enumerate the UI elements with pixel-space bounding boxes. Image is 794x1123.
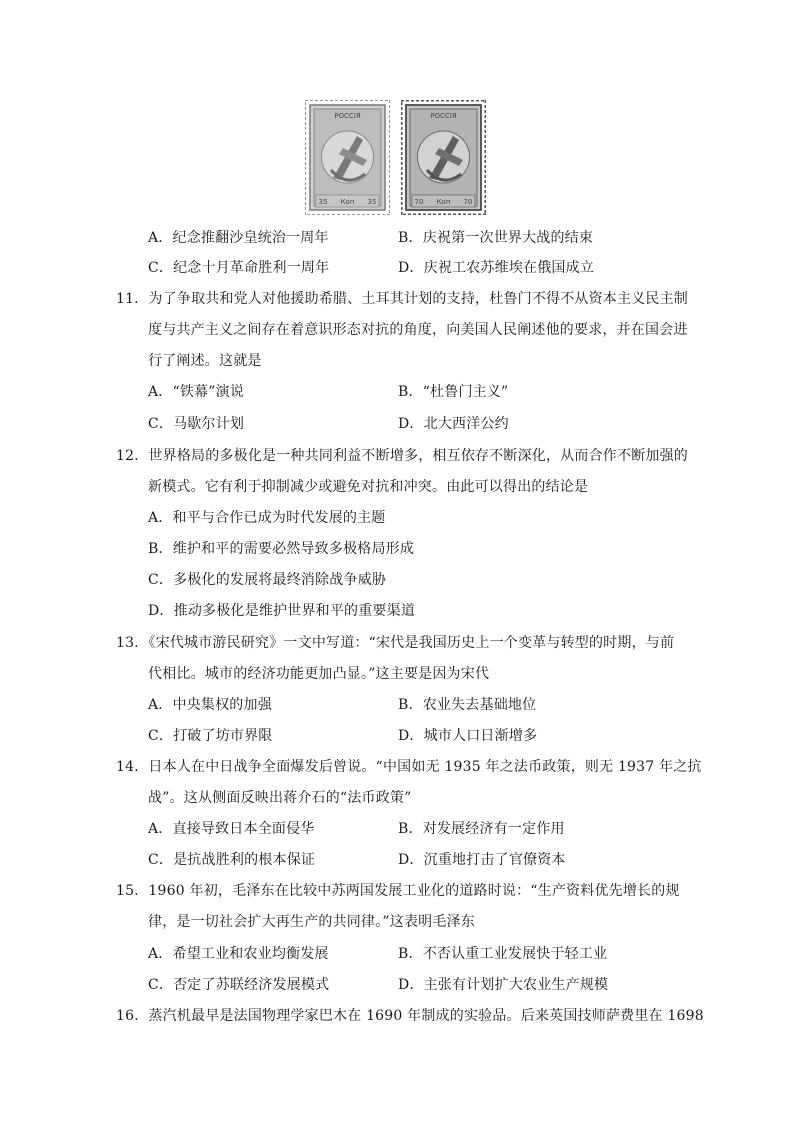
stamp-image-70: [401, 100, 486, 215]
q13-option-b: B．农业失去基础地位: [398, 697, 537, 713]
stamp-35-currency: Коп: [340, 198, 355, 206]
q12-stem-line-1: 12．世界格局的多极化是一种共同利益不断增多，相互依存不断深化，从而合作不断加强的: [116, 448, 689, 464]
q11-option-a: A．“铁幕”演说: [148, 384, 245, 400]
q11-stem-line-1: 11．为了争取共和党人对他援助希腊、土耳其计划的支持，杜鲁门不得不从资本主义民主制: [116, 291, 689, 307]
stamp-image-35: [305, 100, 390, 215]
q15-stem-line-2: 律，是一切社会扩大再生产的共同律。”这表明毛泽东: [148, 914, 475, 930]
q14-stem-line-2: 战”。这从侧面反映出蒋介石的“法币政策”: [148, 790, 412, 806]
q14-option-c: C．是抗战胜利的根本保证: [148, 852, 316, 868]
q15-stem-line-1: 15．1960 年初，毛泽东在比较中苏两国发展工业化的道路时说：“生产资料优先增长的规: [116, 883, 680, 899]
q12-option-a: A．和平与合作已成为时代发展的主题: [148, 510, 386, 526]
stamp-70-value-right: 70: [463, 198, 473, 206]
q13-option-d: D．城市人口日渐增多: [398, 728, 538, 744]
q11-option-b: B．“杜鲁门主义”: [398, 384, 509, 400]
q11-option-d: D．北大西洋公约: [398, 416, 509, 432]
q12-option-b: B．维护和平的需要必然导致多极格局形成: [148, 541, 415, 557]
q15-option-a: A．希望工业和农业均衡发展: [148, 946, 329, 962]
q13-stem-line-1: 13．《宋代城市游民研究》一文中写道：“宋代是我国历史上一个变革与转型的时期，与前: [116, 635, 675, 651]
q11-stem-line-3: 行了阐述。这就是: [148, 353, 262, 369]
q15-option-c: C．否定了苏联经济发展模式: [148, 977, 330, 993]
q13-option-a: A．中央集权的加强: [148, 697, 272, 713]
q14-stem-line-1: 14．日本人在中日战争全面爆发后曾说。“中国如无 1935 年之法币政策，则无 1937 年之抗: [116, 759, 702, 775]
q12-option-d: D．推动多极化是维护世界和平的重要渠道: [148, 603, 416, 619]
q10-option-c: C．纪念十月革命胜利一周年: [148, 260, 330, 276]
q11-option-c: C．马歇尔计划: [148, 416, 245, 432]
stamp-70-top-text: РОССIЯ: [430, 112, 457, 120]
q12-stem-line-2: 新模式。它有利于抑制减少或避免对抗和冲突。由此可以得出的结论是: [148, 479, 589, 495]
q15-option-d: D．主张有计划扩大农业生产规模: [398, 977, 609, 993]
q16-stem-line-1: 16．蒸汽机最早是法国物理学家巴木在 1690 年制成的实验品。后来英国技师萨费里在 1698: [116, 1008, 704, 1024]
stamp-70-value-left: 70: [414, 198, 424, 206]
stamp-35-top-text: РОССIЯ: [334, 112, 361, 120]
q10-option-a: A．纪念推翻沙皇统治一周年: [148, 230, 329, 246]
q14-option-a: A．直接导致日本全面侵华: [148, 821, 315, 837]
q10-option-d: D．庆祝工农苏维埃在俄国成立: [398, 260, 595, 276]
stamp-35-value-left: 35: [318, 198, 328, 206]
q13-stem-line-2: 代相比。城市的经济功能更加凸显。”这主要是因为宋代: [148, 666, 490, 682]
q14-option-b: B．对发展经济有一定作用: [398, 821, 565, 837]
q13-option-c: C．打破了坊市界限: [148, 728, 273, 744]
q11-stem-line-2: 度与共产主义之间存在着意识形态对抗的角度，向美国人民阐述他的要求，并在国会进: [148, 322, 688, 338]
q14-option-d: D．沉重地打击了官僚资本: [398, 852, 566, 868]
q10-option-b: B．庆祝第一次世界大战的结束: [398, 230, 594, 246]
stamp-70-graphic: [401, 100, 486, 215]
stamp-35-graphic: [305, 100, 390, 215]
q12-option-c: C．多极化的发展将最终消除战争威胁: [148, 572, 387, 588]
stamp-70-currency: Коп: [436, 198, 451, 206]
stamp-35-value-right: 35: [367, 198, 377, 206]
stamp-images: [305, 100, 490, 215]
q15-option-b: B．不否认重工业发展快于轻工业: [398, 946, 608, 962]
